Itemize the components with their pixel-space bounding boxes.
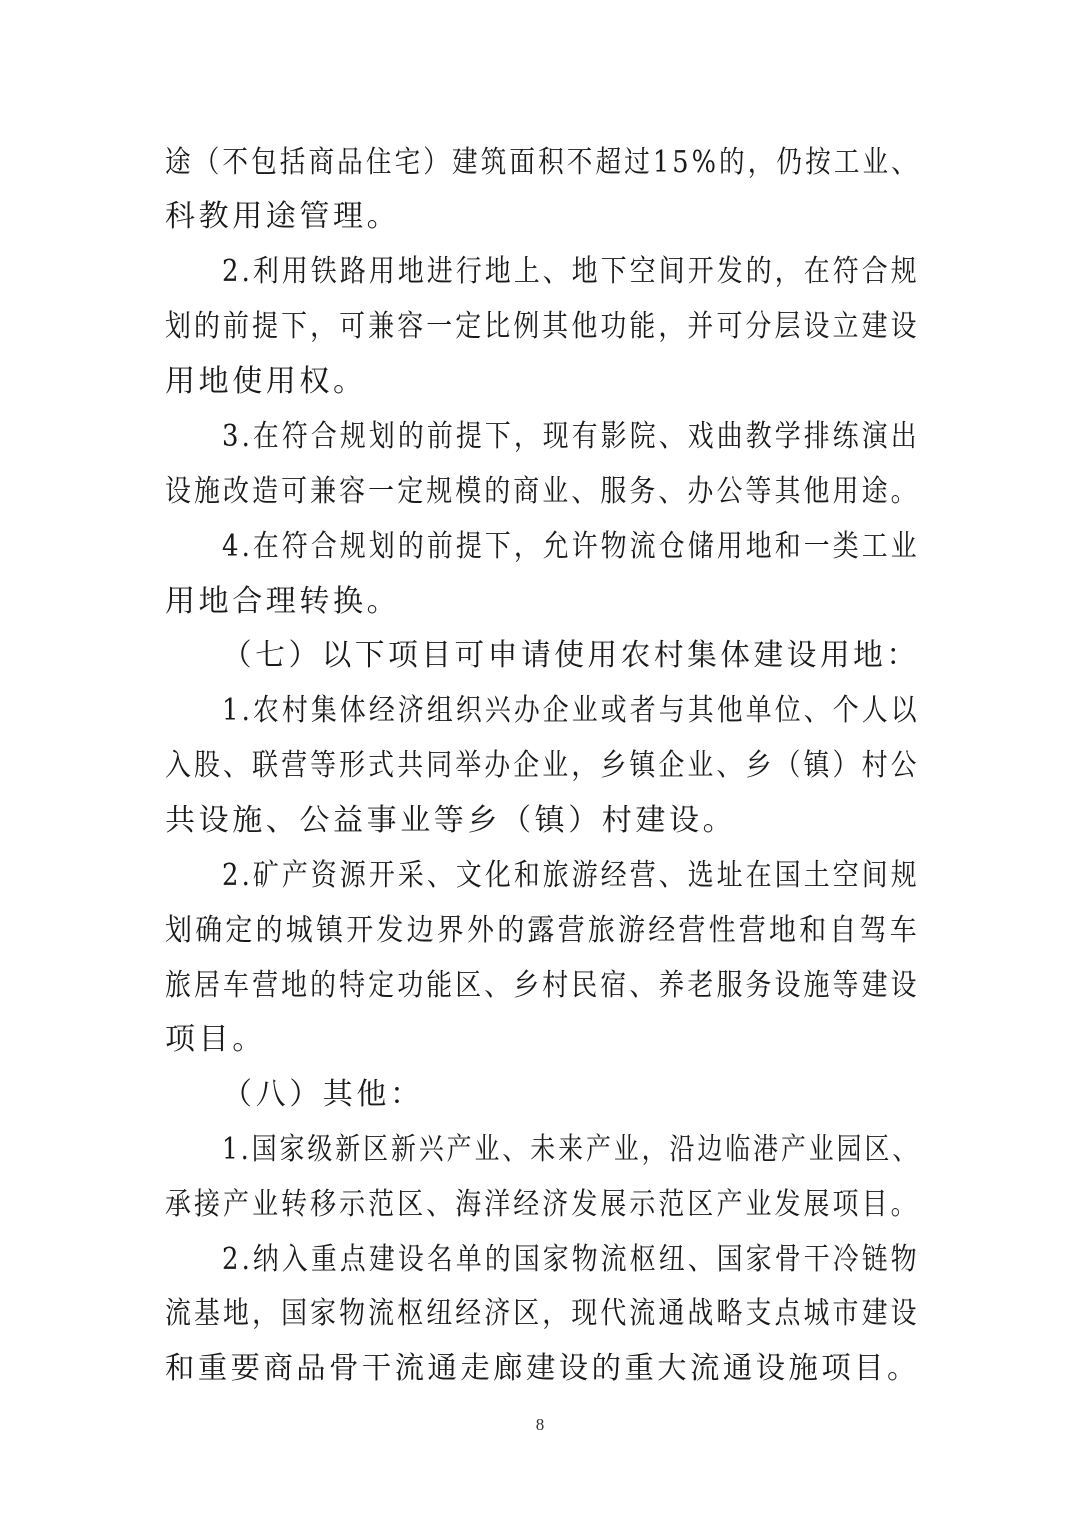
body-text-line: 划的前提下，可兼容一定比例其他功能，并可分层设立建设 — [165, 309, 920, 344]
body-text-line: 用地合理转换。 — [165, 584, 401, 619]
body-text-line: 4.在符合规划的前提下，允许物流仓储用地和一类工业 — [222, 529, 920, 564]
body-text-line: 2.纳入重点建设名单的国家物流枢纽、国家骨干冷链物 — [222, 1242, 920, 1277]
body-text-line: 1.国家级新区新兴产业、未来产业，沿边临港产业园区、 — [222, 1132, 921, 1167]
body-text-line: 设施改造可兼容一定规模的商业、服务、办公等其他用途。 — [165, 474, 920, 509]
page-number: 8 — [535, 1415, 545, 1434]
body-text-line: 2.利用铁路用地进行地上、地下空间开发的，在符合规 — [222, 254, 920, 289]
section-heading: （八）其他： — [222, 1077, 424, 1112]
body-text-line: 和重要商品骨干流通走廊建设的重大流通设施项目。 — [165, 1351, 920, 1386]
body-text-line: 途（不包括商品住宅）建筑面积不超过15%的，仍按工业、 — [165, 145, 920, 180]
body-text-line: 项目。 — [165, 1022, 266, 1057]
body-text-line: 2.矿产资源开采、文化和旅游经营、选址在国土空间规 — [222, 858, 920, 893]
body-text-line: 3.在符合规划的前提下，现有影院、戏曲教学排练演出 — [222, 419, 920, 454]
body-text-line: 入股、联营等形式共同举办企业，乡镇企业、乡（镇）村公 — [165, 748, 920, 783]
body-text-line: 流基地，国家物流枢纽经济区，现代流通战略支点城市建设 — [165, 1296, 920, 1331]
body-text-line: 共设施、公益事业等乡（镇）村建设。 — [165, 803, 737, 838]
body-text-line: 旅居车营地的特定功能区、乡村民宿、养老服务设施等建设 — [165, 968, 920, 1003]
body-text-line: 划确定的城镇开发边界外的露营旅游经营性营地和自驾车 — [165, 913, 920, 948]
body-text-line: 科教用途管理。 — [165, 199, 401, 234]
section-heading: （七）以下项目可申请使用农村集体建设用地： — [222, 638, 920, 673]
body-text-line: 用地使用权。 — [165, 364, 367, 399]
body-text-line: 1.农村集体经济组织兴办企业或者与其他单位、个人以 — [222, 693, 920, 728]
body-text-line: 承接产业转移示范区、海洋经济发展示范区产业发展项目。 — [165, 1187, 920, 1222]
